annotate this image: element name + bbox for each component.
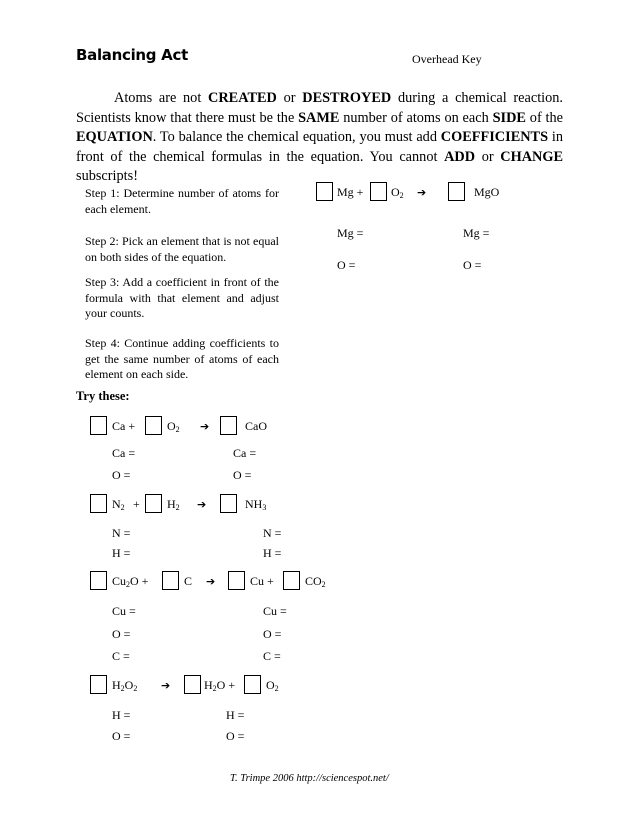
count-label: H = [226,708,245,722]
term-n2: $N_2$ [112,497,125,512]
count-label: O = [112,468,131,482]
count-label: N = [263,526,282,540]
term-mgo: MgO [474,185,500,199]
term-o2: $O_2$ [167,419,180,434]
count-label: O = [337,258,356,272]
coefficient-box[interactable] [244,675,261,694]
term-h2o: $H_2O$ + [204,678,236,693]
term-co2: $CO_2$ [305,574,326,589]
term-nh3: $NH_3$ [245,497,267,512]
arrow-icon: ➔ [161,679,171,692]
coefficient-box[interactable] [90,416,107,435]
term-h2o2: $H_2O_2$ [112,678,138,693]
term-h2: $H_2$ [167,497,180,512]
coefficient-box[interactable] [448,182,465,201]
coefficient-box[interactable] [370,182,387,201]
coefficient-box[interactable] [90,494,107,513]
coefficient-box[interactable] [90,571,107,590]
plus-sign: + [133,497,140,511]
term-cao: CaO [245,419,267,433]
count-label: O = [463,258,482,272]
term-cu2o: $Cu_2O$ + [112,574,149,589]
arrow-icon: ➔ [197,498,207,511]
arrow-icon: ➔ [206,575,216,588]
step-4: Step 4: Continue adding coefficients to get the same number of atoms of each element on each side. [85,336,279,381]
count-label: Cu = [263,604,287,618]
coefficient-box[interactable] [220,416,237,435]
count-label: O = [233,468,252,482]
count-label: C = [263,649,281,663]
coefficient-box[interactable] [145,416,162,435]
count-label: H = [263,546,282,560]
step-3: Step 3: Add a coefficient in front of the formula with that element and adjust your counts. [85,275,279,320]
coefficient-box[interactable] [162,571,179,590]
count-label: Mg = [463,226,490,240]
term-c: C [184,574,193,588]
coefficient-box[interactable] [184,675,201,694]
count-label: Ca = [112,446,136,460]
coefficient-box[interactable] [228,571,245,590]
count-label: Cu = [112,604,136,618]
count-label: H = [112,546,131,560]
count-label: N = [112,526,131,540]
try-these-heading: Try these: [76,389,130,403]
worksheet-title: Balancing Act [76,46,188,64]
term-mg: Mg + [337,185,364,199]
step-1: Step 1: Determine number of atoms for each element. [85,186,279,216]
count-label: Mg = [337,226,364,240]
overhead-key-label: Overhead Key [412,52,482,66]
count-label: O = [263,627,282,641]
term-o2: $O_2$ [391,185,404,200]
coefficient-box[interactable] [220,494,237,513]
coefficient-box[interactable] [283,571,300,590]
count-label: C = [112,649,130,663]
term-o2: $O_2$ [266,678,279,693]
term-cu: Cu + [250,574,274,588]
count-label: H = [112,708,131,722]
count-label: O = [112,627,131,641]
coefficient-box[interactable] [145,494,162,513]
coefficient-box[interactable] [316,182,333,201]
count-label: Ca = [233,446,257,460]
count-label: O = [226,729,245,743]
coefficient-box[interactable] [90,675,107,694]
arrow-icon: ➔ [417,186,427,199]
intro-paragraph: Atoms are not CREATED or DESTROYED during a chemical reaction. Scientists know that there must be the SAME number of atoms on each SIDE of the EQUATION. To balance the chemical equation, you must add COEFFICIENTS in front of the chemical formulas in the equation. You cannot ADD or CHANGE subscripts! [76,90,564,184]
arrow-icon: ➔ [200,420,210,433]
footer-credit: T. Trimpe 2006 http://sciencespot.net/ [230,773,389,784]
count-label: O = [112,729,131,743]
term-ca: Ca + [112,419,136,433]
step-2: Step 2: Pick an element that is not equal on both sides of the equation. [85,234,279,264]
